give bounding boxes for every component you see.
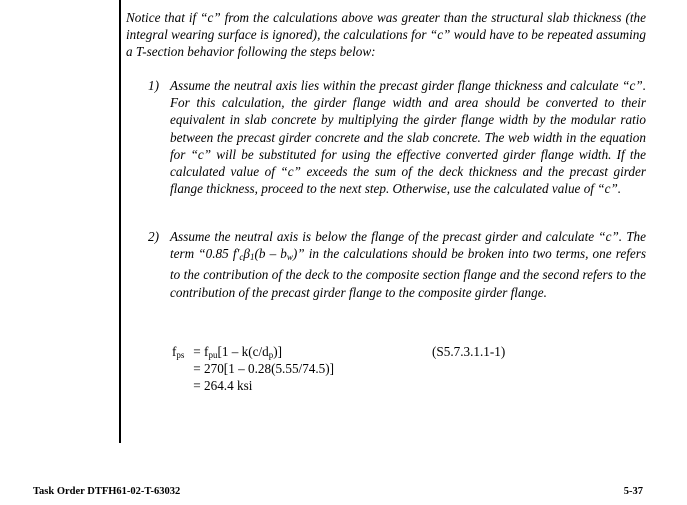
equation-line-1: $f_{ps} = f_{pu}[1 - k(c/d_p)]$ xyxy=(172,343,282,364)
equation-line-3: = 264.4 ksi xyxy=(193,378,253,393)
footer-task-order: Task Order DTFH61-02-T-63032 xyxy=(33,486,181,497)
equation-reference: (S5.7.3.1.1-1) xyxy=(432,344,506,359)
step-text: Assume the neutral axis lies within the precast girder flange thickness and calculate “c”. For this calculation, the girder flange width and area should be converted to their equivalent in slab concrete by multiplying the girder flange width by the modular ratio between the precast girder concrete and the slab concrete. The web width in the equation for “c” will be substituted for using the effective converted girder flange width. If the calculated value of “c” exceeds the sum of the deck thickness and the precast girder flange thickness, proceed to the next step. Otherwise, use the calculated value of “c”. xyxy=(170,78,646,197)
step-text-part: in the calculations should be broken into two terms, one refers to the contribution of the deck to the composite section flange and the second refers to the contribution of the precast girder flange to the composite girder flange. xyxy=(170,246,646,300)
step-number: 1) xyxy=(148,78,159,93)
step-text xyxy=(170,228,646,301)
formula-term: $f'_c\beta_1(b - b_w)$” xyxy=(232,246,305,263)
equation-line-2: = 270[1 – 0.28(5.55/74.5)] xyxy=(193,361,335,376)
equation-lhs: $f_{ps}$ xyxy=(172,344,185,360)
step-2 xyxy=(148,228,646,301)
page-number: 5-37 xyxy=(623,486,643,497)
step-text-part: Assume the neutral axis is below the flange of the precast girder and calculate “c”. The term “0.85 xyxy=(170,229,646,262)
margin-rule xyxy=(119,0,121,443)
step-number: 2) xyxy=(148,229,159,244)
step-1 xyxy=(148,77,646,197)
intro-paragraph: Notice that if “c” from the calculations above was greater than the structural slab thickness (the integral wearing surface is ignored), the calculations for “c” would have to be repeated assuming a T-section behavior following the steps below: xyxy=(126,10,646,60)
